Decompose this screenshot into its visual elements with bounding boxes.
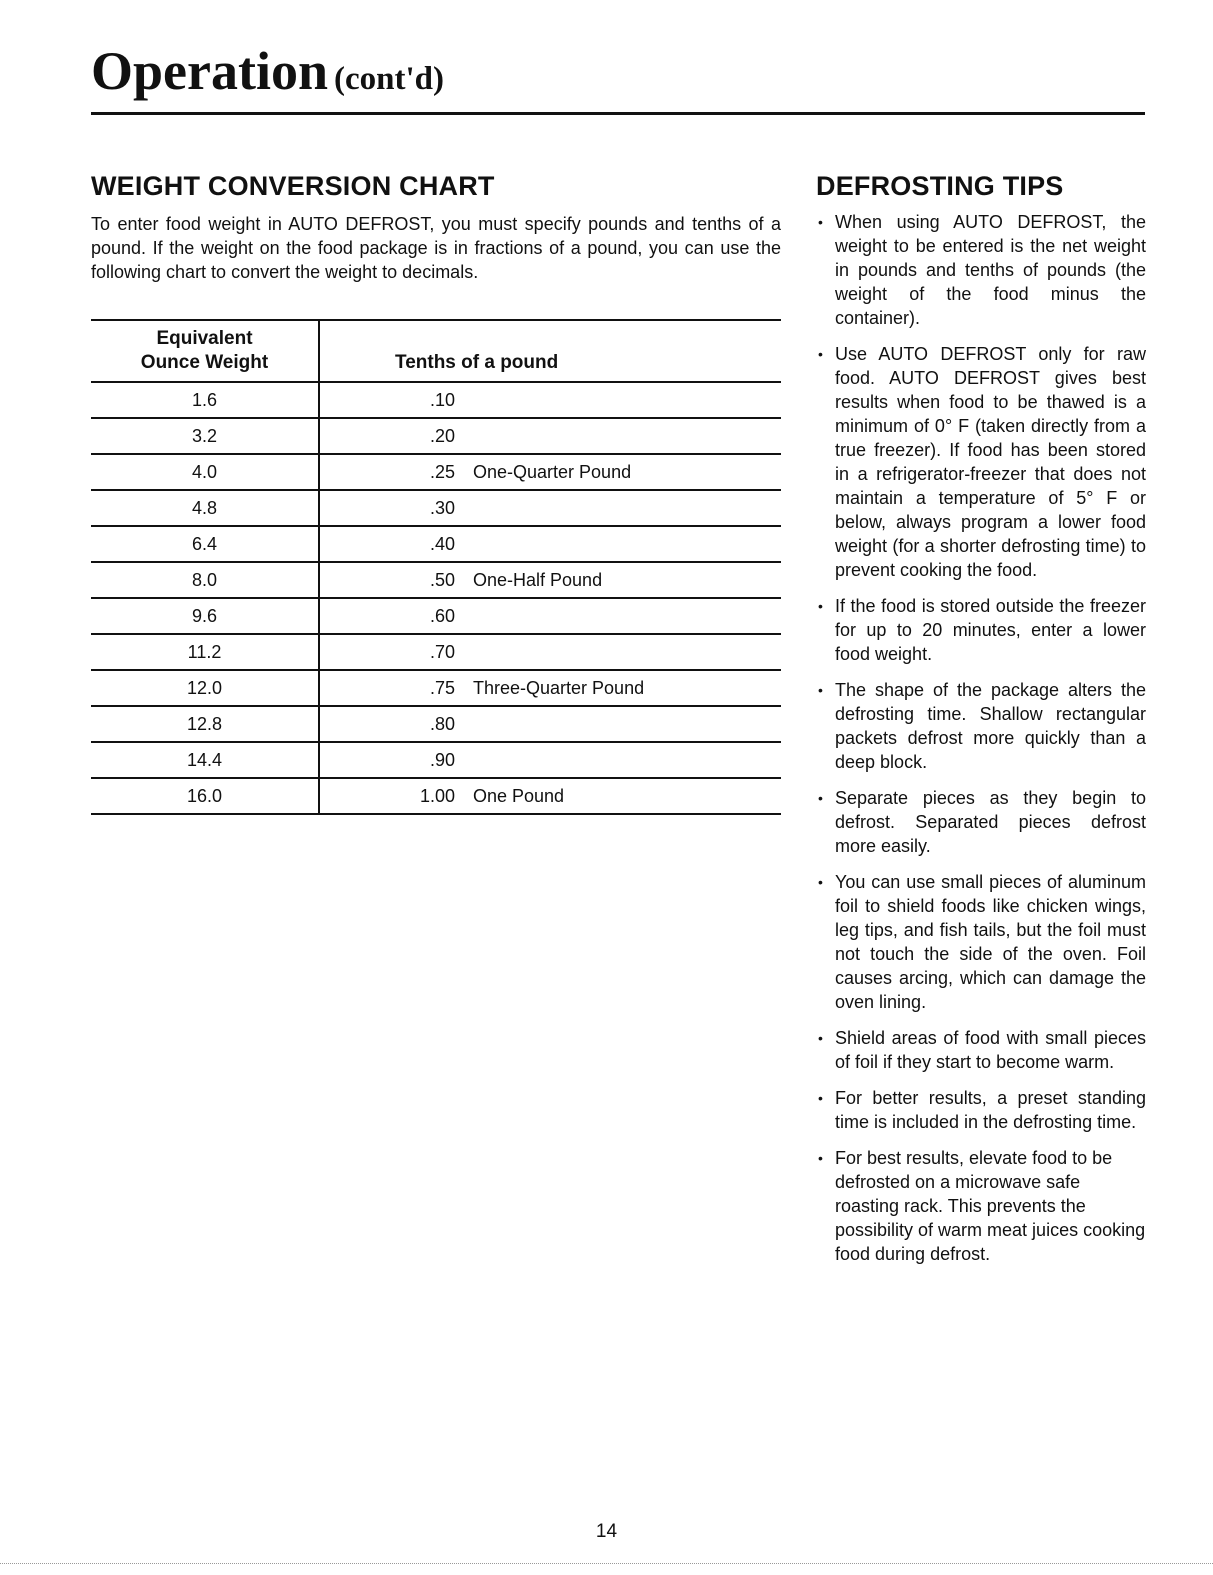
table-row <box>91 418 781 454</box>
weight-conversion-section <box>91 168 781 806</box>
tenths-cell <box>319 742 781 778</box>
ounce-cell: 11.2 <box>91 634 319 670</box>
weight-chart-intro: To enter food weight in AUTO DEFROST, you must specify pounds and tenths of a pound. If the weight on the food package is in fractions of a pound, you can use the following chart to convert the weight to decimals. <box>91 214 781 282</box>
defrosting-tips-list <box>816 210 1146 1266</box>
list-item <box>816 594 1146 666</box>
bullet-icon: • <box>818 1150 823 1166</box>
list-item <box>816 678 1146 774</box>
ounce-cell: 4.8 <box>91 490 319 526</box>
fraction-label: Three-Quarter Pound <box>473 677 645 698</box>
ounce-cell: 12.8 <box>91 706 319 742</box>
tenths-header: Tenths of a pound <box>395 352 559 373</box>
list-item <box>816 786 1146 858</box>
fraction-label: One-Half Pound <box>473 569 603 590</box>
table-header-row <box>91 320 781 382</box>
list-item <box>816 870 1146 1014</box>
tip-text: The shape of the package alters the defrosting time. Shallow rectangular packets defrost more quickly than a deep block. <box>835 680 1146 772</box>
page-number: 14 <box>595 1521 618 1542</box>
tip-text: For best results, elevate food to be defrosted on a microwave safe roasting rack. This prevents the possibility of warm meat juices cooking food during defrost. <box>835 1148 1146 1264</box>
table-row <box>91 742 781 778</box>
ounce-weight-header <box>91 320 319 382</box>
ounce-header-line2: Ounce Weight <box>140 352 269 373</box>
tip-text: Use AUTO DEFROST only for raw food. AUTO DEFROST gives best results when food to be thawed is a minimum of 0° F (taken directly from a true freezer). If food has been stored in a refrigerator-freezer that does not maintain a temperature of 5° F or below, always program a lower food weight (for a shorter defrosting time) to prevent cooking the food. <box>835 344 1146 580</box>
page-title-main: Operation <box>91 41 328 101</box>
decimal-value: .60 <box>429 605 455 626</box>
bullet-icon: • <box>818 790 823 806</box>
ounce-cell: 16.0 <box>91 778 319 814</box>
tenths-cell <box>319 490 781 526</box>
list-item <box>816 342 1146 582</box>
list-item <box>816 1026 1146 1074</box>
decimal-value: .40 <box>429 533 455 554</box>
tenths-cell <box>319 526 781 562</box>
table-row <box>91 382 781 418</box>
decimal-value: .75 <box>429 677 455 698</box>
bullet-icon: • <box>818 1030 823 1046</box>
tip-text: Separate pieces as they begin to defrost. Separated pieces defrost more easily. <box>835 788 1146 856</box>
tenths-cell <box>319 454 781 490</box>
page-title <box>91 38 1145 112</box>
tip-text: If the food is stored outside the freezer for up to 20 minutes, enter a lower food weight. <box>835 596 1146 664</box>
bullet-icon: • <box>818 346 823 362</box>
tip-text: Shield areas of food with small pieces of foil if they start to become warm. <box>835 1028 1146 1072</box>
bullet-icon: • <box>818 1090 823 1106</box>
ounce-cell: 14.4 <box>91 742 319 778</box>
header-rule <box>91 112 1145 115</box>
defrosting-tips-section <box>816 168 1146 1278</box>
ounce-cell: 4.0 <box>91 454 319 490</box>
ounce-cell: 6.4 <box>91 526 319 562</box>
fraction-label: One-Quarter Pound <box>473 461 632 482</box>
bullet-icon: • <box>818 682 823 698</box>
decimal-value: .80 <box>429 713 455 734</box>
tenths-cell <box>319 670 781 706</box>
tenths-cell <box>319 598 781 634</box>
table-row <box>91 706 781 742</box>
list-item <box>816 1146 1146 1266</box>
table-row <box>91 778 781 814</box>
ounce-cell: 1.6 <box>91 382 319 418</box>
footer-rule <box>0 1563 1213 1564</box>
ounce-cell: 8.0 <box>91 562 319 598</box>
tip-text: You can use small pieces of aluminum foil to shield foods like chicken wings, leg tips, and fish tails, but the foil must not touch the side of the oven. Foil causes arcing, which can damage the oven lining. <box>835 872 1146 1012</box>
list-item <box>816 210 1146 330</box>
decimal-value: .90 <box>429 749 455 770</box>
tenths-cell <box>319 418 781 454</box>
table-row <box>91 634 781 670</box>
decimal-value: .25 <box>429 461 455 482</box>
tenths-cell <box>319 778 781 814</box>
ounce-cell: 3.2 <box>91 418 319 454</box>
weight-conversion-table <box>91 319 781 815</box>
bullet-icon: • <box>818 874 823 890</box>
table-row <box>91 670 781 706</box>
decimal-value: .20 <box>429 425 455 446</box>
tenths-cell <box>319 562 781 598</box>
list-item <box>816 1086 1146 1134</box>
bullet-icon: • <box>818 598 823 614</box>
decimal-value: 1.00 <box>419 785 455 806</box>
bullet-icon: • <box>818 214 823 230</box>
table-row <box>91 598 781 634</box>
page-title-sub: (cont'd) <box>334 61 444 97</box>
table-row <box>91 490 781 526</box>
ounce-cell: 12.0 <box>91 670 319 706</box>
decimal-value: .50 <box>429 569 455 590</box>
ounce-header-line1: Equivalent <box>156 328 253 349</box>
tenths-cell <box>319 382 781 418</box>
ounce-cell: 9.6 <box>91 598 319 634</box>
decimal-value: .30 <box>429 497 455 518</box>
tenths-cell <box>319 634 781 670</box>
tenths-cell <box>319 706 781 742</box>
tip-text: For better results, a preset standing time is included in the defrosting time. <box>835 1088 1146 1132</box>
decimal-value: .10 <box>429 389 455 410</box>
table-body <box>91 382 781 814</box>
page-header <box>91 38 1145 112</box>
fraction-label: One Pound <box>473 785 565 806</box>
weight-chart-heading: WEIGHT CONVERSION CHART <box>91 171 495 201</box>
table-row <box>91 454 781 490</box>
defrosting-tips-heading: DEFROSTING TIPS <box>816 171 1064 201</box>
table-row <box>91 526 781 562</box>
table-row <box>91 562 781 598</box>
decimal-value: .70 <box>429 641 455 662</box>
tip-text: When using AUTO DEFROST, the weight to be entered is the net weight in pounds and tenths of pounds (the weight of the food minus the container). <box>835 212 1146 328</box>
